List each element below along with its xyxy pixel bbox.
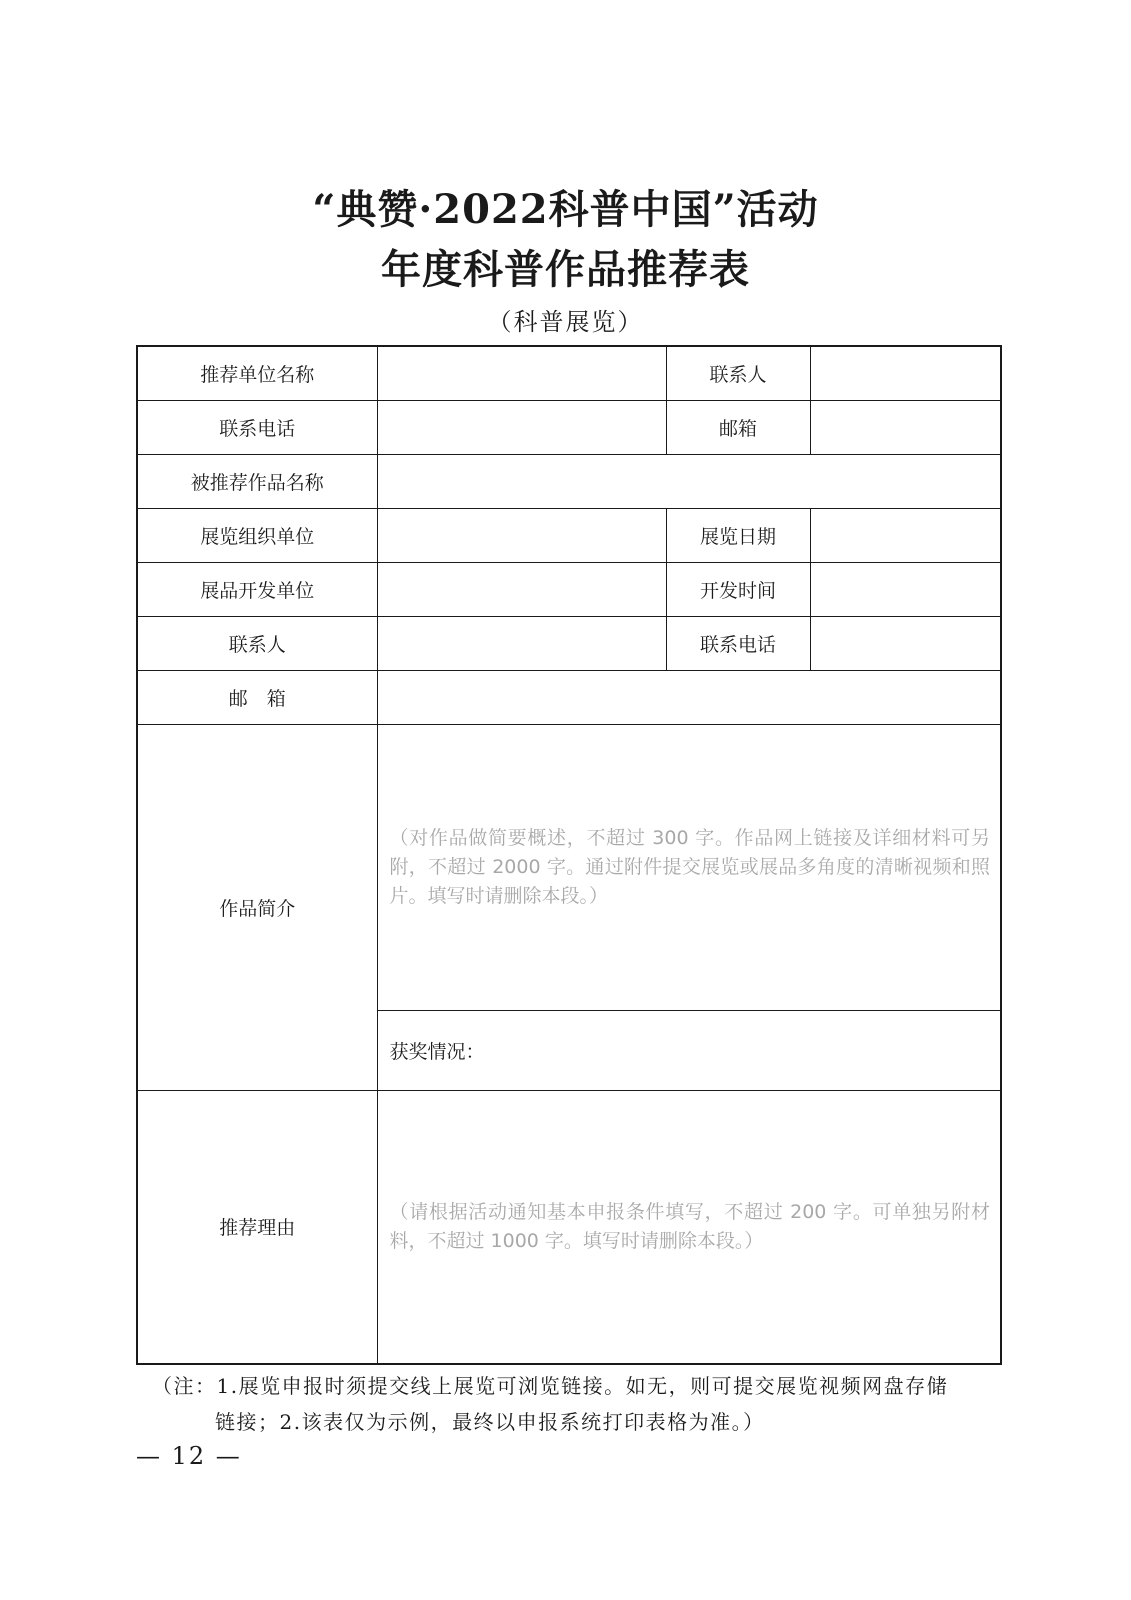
contact-phone-label: 联系电话 [137,400,377,454]
exhibition-date-field[interactable] [810,508,1001,562]
recommending-unit-label: 推荐单位名称 [137,346,377,400]
development-time-label: 开发时间 [666,562,810,616]
exhibition-date-label: 展览日期 [666,508,810,562]
developer-contact-label: 联系人 [137,616,377,670]
form-notes [152,1368,1002,1440]
awards-field[interactable]: 获奖情况： [377,1010,1001,1090]
recommendation-reason-field[interactable]: （请根据活动通知基本申报条件填写，不超过 200 字。可单独另附材料，不超过 1000 字。填写时请删除本段。） [377,1090,1001,1364]
development-time-field[interactable] [810,562,1001,616]
page-title-line2: 年度科普作品推荐表 [381,246,750,293]
note-line-2: 链接；2.该表仅为示例，最终以申报系统打印表格为准。） [215,1410,765,1434]
contact-phone-field[interactable] [377,400,666,454]
work-name-label: 被推荐作品名称 [137,454,377,508]
contact-person-label: 联系人 [666,346,810,400]
recommendation-reason-label: 推荐理由 [137,1090,377,1364]
page-subtitle: （科普展览） [487,308,644,336]
work-intro-field[interactable]: （对作品做简要概述，不超过 300 字。作品网上链接及详细材料可另附，不超过 2000 字。通过附件提交展览或展品多角度的清晰视频和照片。填写时请删除本段。） [377,724,1001,1010]
work-name-field[interactable] [377,454,1001,508]
exhibition-organizer-label: 展览组织单位 [137,508,377,562]
developer-phone-field[interactable] [810,616,1001,670]
note-line-1: （注：1.展览申报时须提交线上展览可浏览链接。如无，则可提交展览视频网盘存储 [152,1374,949,1398]
developer-email-field[interactable] [377,670,1001,724]
email-field[interactable] [810,400,1001,454]
developer-phone-label: 联系电话 [666,616,810,670]
exhibit-developer-label: 展品开发单位 [137,562,377,616]
page-title: “典赞·2022科普中国”活动 [312,186,819,233]
developer-email-label: 邮 箱 [137,670,377,724]
recommending-unit-field[interactable] [377,346,666,400]
page-number: — 12 — [136,1442,242,1470]
contact-person-field[interactable] [810,346,1001,400]
developer-contact-field[interactable] [377,616,666,670]
email-label: 邮箱 [666,400,810,454]
recommendation-form [136,345,1002,1365]
exhibition-organizer-field[interactable] [377,508,666,562]
exhibit-developer-field[interactable] [377,562,666,616]
work-intro-label: 作品简介 [137,724,377,1090]
